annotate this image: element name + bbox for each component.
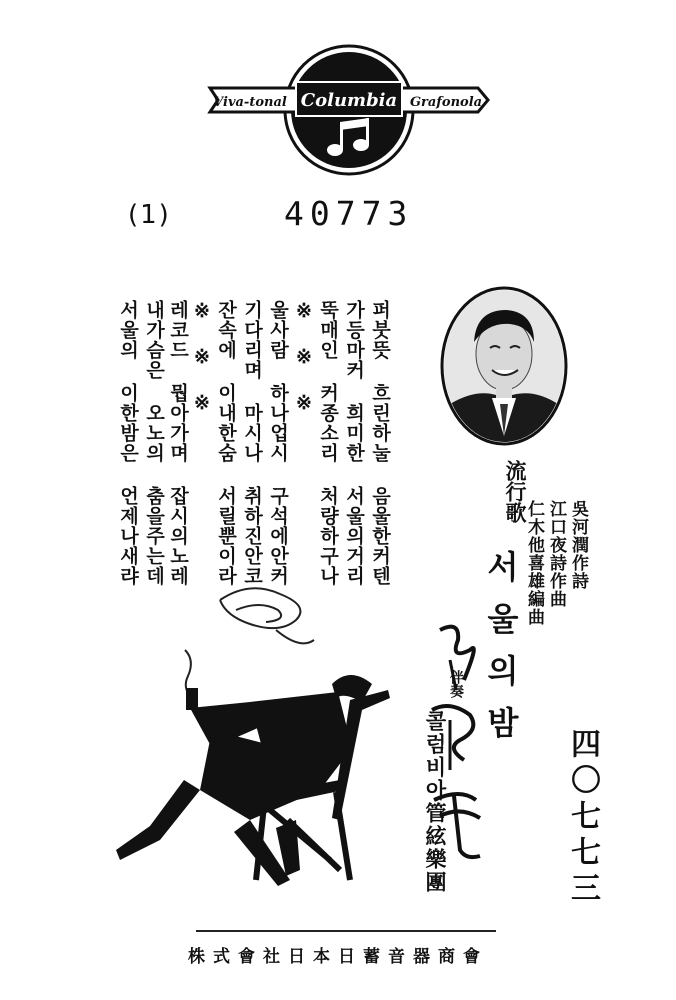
lyric-line: 울사람 하나업시 구석에안커 — [267, 300, 289, 586]
lyric-line: 잔속에 이내한숨 서릴뿐이라 — [215, 300, 237, 586]
side-number: (1) — [128, 200, 171, 230]
kanji-catalog-number: 四〇七七三 — [565, 728, 600, 908]
catalog-number: 40773 — [284, 194, 414, 233]
smoking-man-illustration — [100, 580, 400, 900]
logo-brand-text: Columbia — [300, 90, 398, 111]
lyric-line: 가등마커 희미한 서울의거리 — [343, 300, 365, 586]
lyric-line: 서울의 이한밤은 언제나새랴 — [117, 300, 139, 586]
lyric-line: 퍼붓뜻 흐린하눌 음울한커텐 — [369, 300, 391, 586]
lyric-line: 뚝매인 커종소리 처량하구나 — [317, 300, 339, 586]
columbia-logo — [204, 40, 494, 180]
logo-left-text: Viva-tonal — [213, 95, 287, 110]
lyric-line: 기다리며 마시나 취하진안코 — [241, 300, 263, 586]
lyric-line: 내가슴은 오노의 춤을주는데 — [143, 300, 165, 586]
lyric-separator: ※ ※ ※ — [191, 300, 213, 415]
composer-credit: 江口夜詩作曲 — [546, 500, 566, 608]
bottom-rule — [196, 930, 496, 932]
singer-signature — [420, 620, 500, 870]
song-title: 서울의밤 — [482, 550, 520, 758]
accompaniment-label: 伴奏 — [448, 670, 464, 698]
lyric-separator: ※ ※ ※ — [293, 300, 315, 415]
publisher-name: 會商器音蓄日本日社會式株 — [188, 947, 488, 967]
genre-label: 流行歌 — [503, 460, 528, 523]
lyric-line: 레코드 뭡아가며 잡시의노레 — [167, 300, 189, 586]
arranger-credit: 仁木他喜雄編曲 — [524, 500, 544, 626]
lyricist-credit: 吳河潤作詩 — [568, 500, 588, 590]
logo-right-text: Grafonola — [409, 95, 483, 110]
orchestra-name: 콜럼비아管絃樂團 — [423, 710, 448, 894]
singer-portrait — [440, 286, 568, 446]
